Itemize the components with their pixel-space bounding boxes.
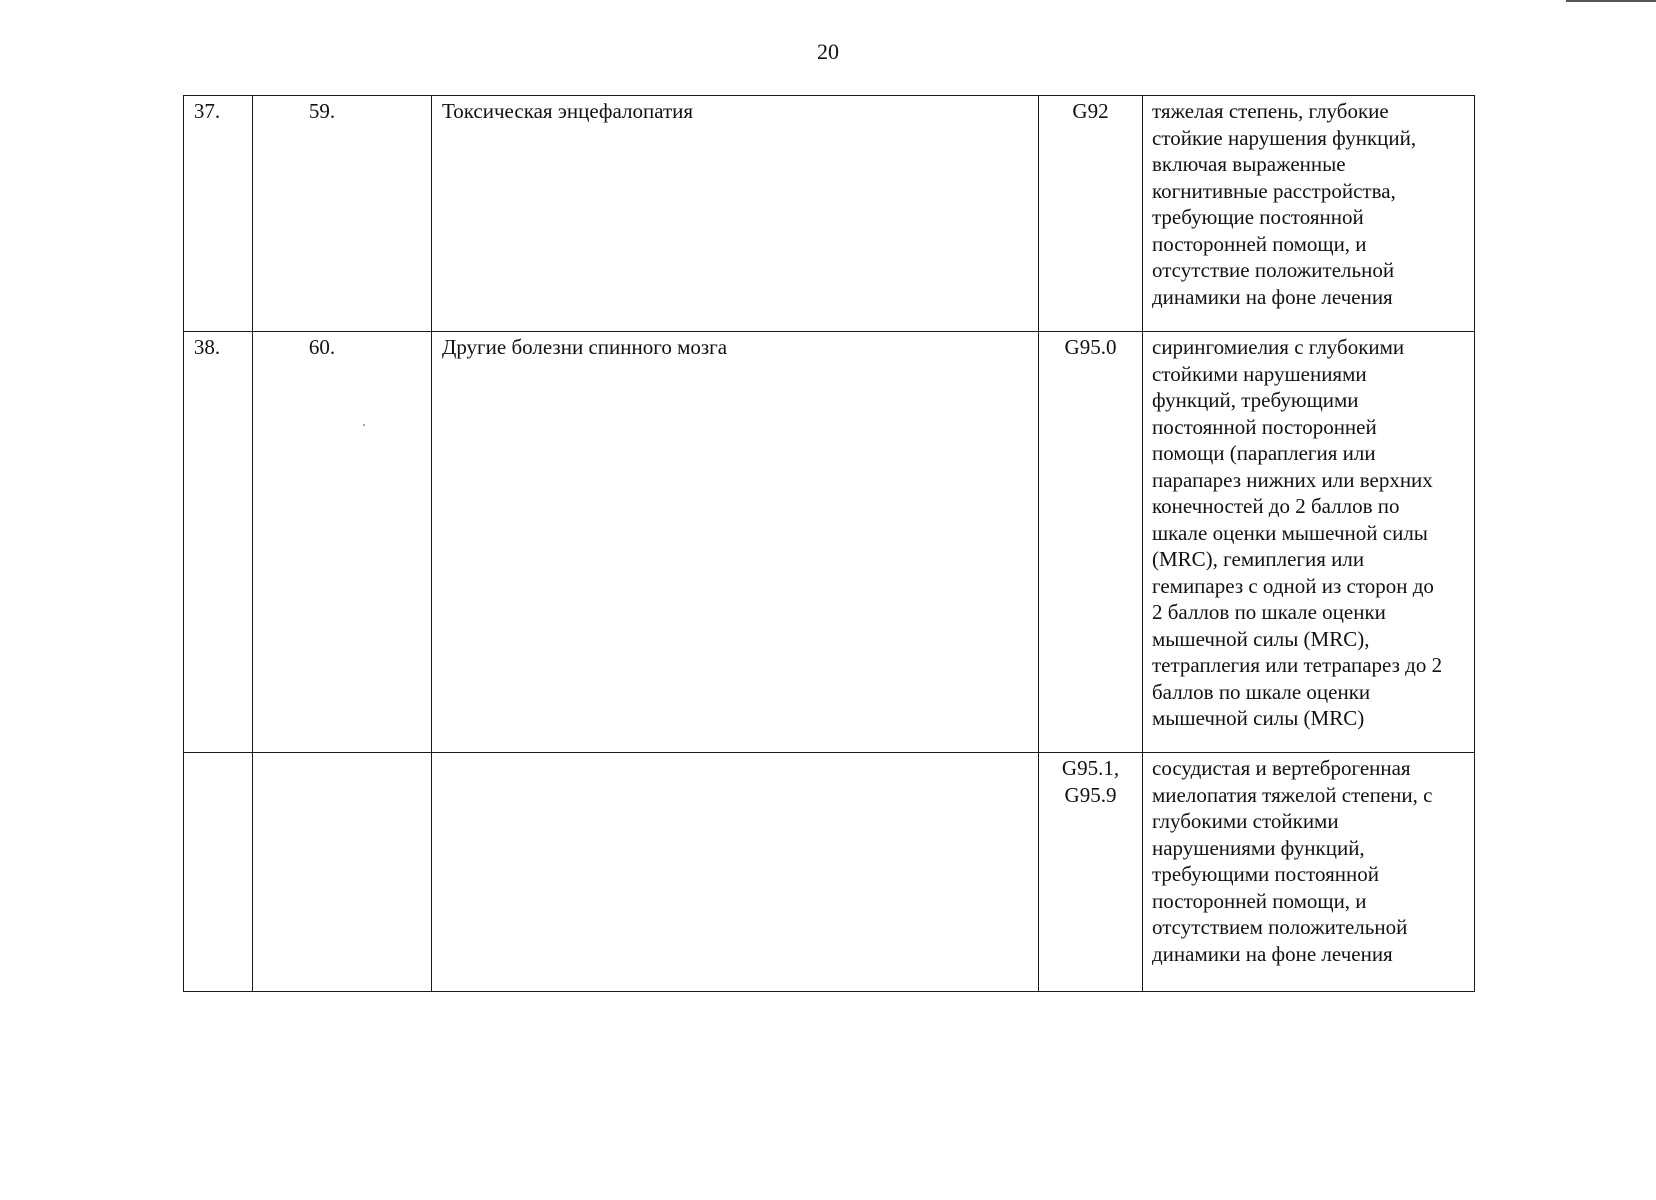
row-number xyxy=(184,753,252,755)
criteria-line: нарушениями функций, xyxy=(1152,835,1365,860)
row-number: 38. xyxy=(193,335,221,359)
criteria-line: парапарез нижних или верхних xyxy=(1152,467,1433,492)
row-number-cell xyxy=(184,96,253,332)
criteria-line: тяжелая степень, глубокие xyxy=(1152,99,1389,123)
item-number-cell xyxy=(253,332,432,753)
icd-code: G95.9 xyxy=(1064,782,1117,807)
disease-name-cell xyxy=(432,753,1039,992)
row-number-cell xyxy=(184,753,253,992)
table-row xyxy=(184,96,1475,332)
criteria-line: тетраплегия или тетрапарез до 2 xyxy=(1152,653,1443,677)
criteria-cell xyxy=(1143,332,1475,753)
item-number-cell xyxy=(253,96,432,332)
criteria-line: посторонней помощи, и xyxy=(1152,231,1367,256)
item-number: 60. xyxy=(308,335,336,359)
criteria-line: 2 баллов по шкале оценки xyxy=(1152,600,1386,624)
icd-code-cell xyxy=(1039,332,1143,753)
criteria-line: требующие постоянной xyxy=(1152,205,1364,229)
criteria-line: миелопатия тяжелой степени, с xyxy=(1152,782,1433,807)
criteria-line: сирингомиелия с глубокими xyxy=(1152,335,1405,359)
criteria-line: помощи (параплегия или xyxy=(1152,441,1376,465)
criteria-line: шкале оценки мышечной силы xyxy=(1152,520,1428,545)
criteria-line: когнитивные расстройства, xyxy=(1152,178,1396,203)
row-number: 37. xyxy=(193,99,221,123)
criteria-line: функций, требующими xyxy=(1152,388,1359,412)
criteria-line: баллов по шкале оценки xyxy=(1152,679,1371,704)
item-number-cell xyxy=(253,753,432,992)
disease-name xyxy=(432,753,1038,755)
criteria-line: отсутствие положительной xyxy=(1152,258,1395,282)
criteria-line: динамики на фоне лечения xyxy=(1152,941,1393,966)
disease-name: Другие болезни спинного мозга xyxy=(442,335,728,359)
icd-code: G92 xyxy=(1072,99,1109,123)
icd-code: G95.0 xyxy=(1064,335,1117,359)
criteria-cell xyxy=(1143,96,1475,332)
table-row xyxy=(184,753,1475,992)
disease-name-cell xyxy=(432,96,1039,332)
icd-code-cell xyxy=(1039,753,1143,992)
criteria-line: (MRC), гемиплегия или xyxy=(1152,547,1365,571)
disease-name-cell xyxy=(432,332,1039,753)
criteria-line: мышечной силы (MRC), xyxy=(1152,626,1370,651)
criteria-line: требующими постоянной xyxy=(1152,862,1379,886)
criteria-line: стойкими нарушениями xyxy=(1152,361,1367,386)
criteria-line: отсутствием положительной xyxy=(1152,915,1408,939)
icd-code-cell xyxy=(1039,96,1143,332)
criteria-line: мышечной силы (MRC) xyxy=(1152,706,1365,730)
criteria-line: конечностей до 2 баллов по xyxy=(1152,494,1400,518)
criteria-line: включая выраженные xyxy=(1152,152,1346,176)
scan-speck xyxy=(363,424,365,426)
item-number: 59. xyxy=(308,99,336,123)
disease-criteria-table xyxy=(183,95,1475,992)
disease-name: Токсическая энцефалопатия xyxy=(442,99,694,123)
criteria-line: постоянной посторонней xyxy=(1152,414,1377,439)
corner-scan-mark xyxy=(1566,0,1656,2)
table-row xyxy=(184,332,1475,753)
criteria-cell xyxy=(1143,753,1475,992)
item-number xyxy=(253,753,431,755)
criteria-line: динамики на фоне лечения xyxy=(1152,284,1393,309)
criteria-line: гемипарез с одной из сторон до xyxy=(1152,573,1434,598)
icd-code: G95.1, xyxy=(1061,756,1120,780)
page-number: 20 xyxy=(817,39,839,64)
criteria-line: глубокими стойкими xyxy=(1152,809,1339,833)
criteria-line: стойкие нарушения функций, xyxy=(1152,125,1417,150)
row-number-cell xyxy=(184,332,253,753)
criteria-line: посторонней помощи, и xyxy=(1152,888,1367,913)
criteria-line: сосудистая и вертеброгенная xyxy=(1152,756,1411,780)
